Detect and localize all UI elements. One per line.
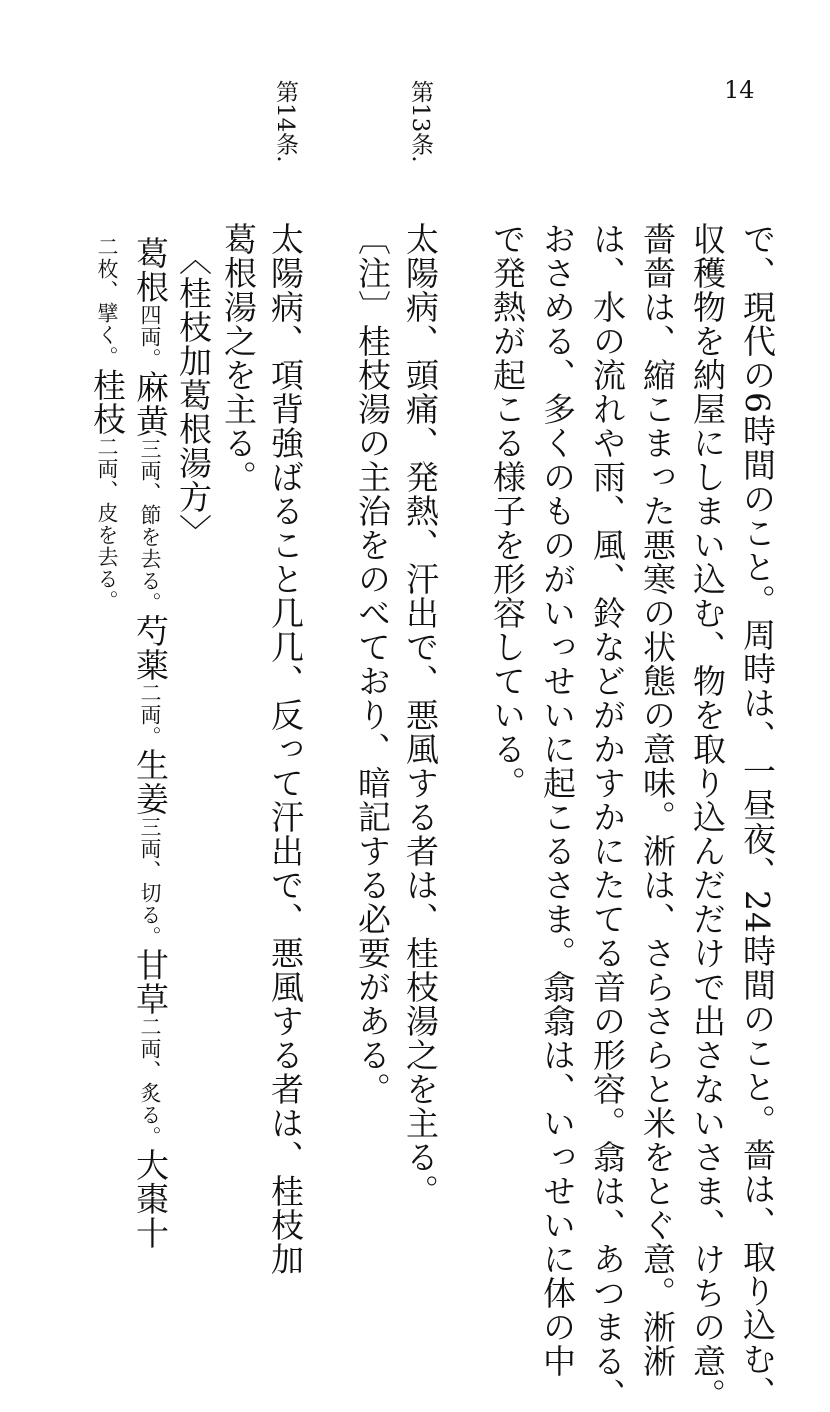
commentary-line: 収穫物を納屋にしまい込む、物を取り込んだだけで出さないさま、けちの意。 [688,222,727,1412]
article-14-text: 太陽病、項背強ばること几几、反って汗出で、悪風する者は、桂枝加 [266,222,305,1276]
preparation: 切る。 [138,882,162,948]
herb: 大棗十 [131,1148,170,1250]
herb: 桂枝 [88,368,127,436]
herb: 葛根 [131,236,170,304]
herb: 甘草 [131,948,170,1016]
herb: 芍薬 [131,614,170,682]
herb: 生姜 [131,748,170,816]
recipe-title: 〈桂枝加葛根湯方〉 [174,242,213,548]
article-13-label: 第13条. [407,80,433,163]
recipe-line [130,236,170,1250]
dose: 三両、 [138,438,162,504]
commentary-line: で、現代の6時間のこと。周時は、一昼夜、24時間のこと。嗇は、取り込む、 [738,222,777,1410]
commentary-line: で発熱が起こる様子を形容している。 [488,222,527,800]
commentary-line: 嗇嗇は、縮こまった悪寒の状態の意味。淅は、さらさらと米をとぐ意。淅淅 [638,222,677,1378]
page-number: 14 [724,76,755,104]
dose: 二両。 [138,682,162,748]
article-14-label: 第14条. [272,80,298,163]
recipe-line [87,236,127,612]
article-13-text: 太陽病、頭痛、発熱、汗出で、悪風する者は、桂枝湯之を主る。 [401,222,440,1208]
commentary-line: おさめる、多くのものがいっせいに起こるさま。翕翕は、いっせいに体の中 [538,222,577,1378]
dose: 四両。 [138,304,162,370]
article-13-note: 〔注〕桂枝湯の主治をのべており、暗記する必要がある。 [353,222,392,1106]
dose: 二枚、擘く。 [95,236,119,368]
herb: 麻黄 [131,370,170,438]
commentary-line: は、水の流れや雨、風、鈴などがかすかにたてる音の形容。翕は、あつまる、 [588,222,627,1412]
dose: 二両、皮を去る。 [95,436,119,612]
preparation: 炙る。 [138,1082,162,1148]
dose: 三両、 [138,816,162,882]
article-14-text: 葛根湯之を主る。 [219,222,258,494]
preparation: 節を去る。 [138,504,162,614]
dose: 二両、 [138,1016,162,1082]
